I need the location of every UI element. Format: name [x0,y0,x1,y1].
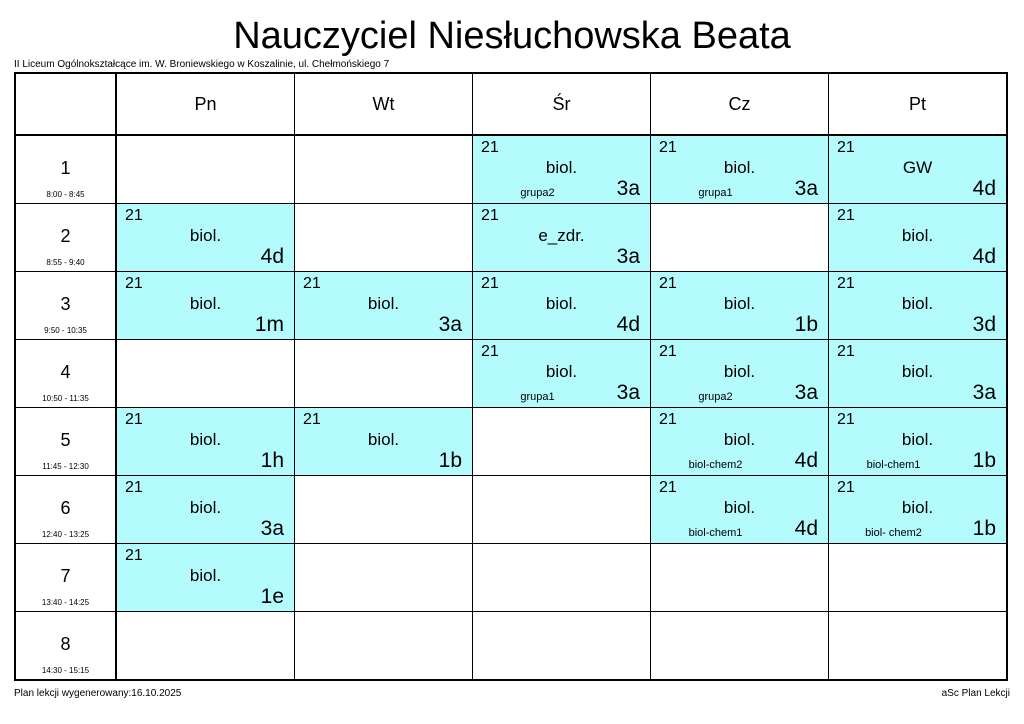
lesson-cell [829,476,1008,544]
lesson-class: 4d [616,313,640,336]
empty-cell [651,544,829,612]
lesson-subject: biol. [367,294,400,313]
lesson-room: 21 [837,275,855,292]
lesson-cell [116,408,295,476]
empty-cell [295,476,473,544]
period-row [15,476,1007,544]
period-number: 5 [60,430,71,450]
lesson-group: grupa1 [698,187,733,199]
period-time: 8:00 - 8:45 [46,190,85,199]
empty-cell [295,340,473,408]
lesson-cell [116,272,295,340]
lesson-class: 1b [972,449,996,472]
lesson-cell [295,408,473,476]
lesson-group: biol-chem1 [866,459,921,471]
lesson-room: 21 [481,275,499,292]
period-time: 8:55 - 9:40 [46,258,85,267]
lesson-room: 21 [125,275,143,292]
lesson-room: 21 [659,411,677,428]
lesson-room: 21 [125,207,143,224]
lesson-room: 21 [659,343,677,360]
lesson-class: 3a [972,381,996,404]
lesson-cell [116,544,295,612]
period-row [15,204,1007,272]
period-row [15,544,1007,612]
lesson-subject: biol. [901,226,934,245]
school-name: II Liceum Ogólnokształcące im. W. Broniewskiego w Koszalinie, ul. Chełmońskiego 7 [14,59,390,70]
lesson-class: 3a [616,177,640,200]
lesson-class: 4d [794,517,818,540]
day-header: Pt [829,73,1008,135]
period-number: 4 [60,362,71,382]
lesson-room: 21 [659,479,677,496]
period-number: 1 [60,158,71,178]
period-time: 12:40 - 13:25 [41,530,90,539]
lesson-cell [829,340,1008,408]
period-cell [15,135,116,204]
lesson-subject: biol. [189,566,222,585]
lesson-class: 1b [438,449,462,472]
lesson-cell [651,476,829,544]
lesson-room: 21 [659,275,677,292]
day-header: Wt [295,73,473,135]
timetable [14,72,1008,681]
empty-cell [295,612,473,681]
lesson-cell [651,408,829,476]
empty-cell [116,135,295,204]
lesson-subject: GW [902,158,933,177]
empty-cell [295,204,473,272]
lesson-group: biol-chem1 [688,527,743,539]
period-cell [15,544,116,612]
lesson-subject: e_zdr. [538,226,585,245]
lesson-cell [473,204,651,272]
day-header: Cz [651,73,829,135]
lesson-group: biol-chem2 [688,459,743,471]
period-number: 7 [60,566,71,586]
software-name: aSc Plan Lekcji [941,688,1010,699]
lesson-class: 3a [794,381,818,404]
lesson-subject: biol. [723,158,756,177]
lesson-class: 1e [260,585,284,608]
period-row [15,135,1007,204]
period-cell [15,612,116,681]
period-number: 3 [60,294,71,314]
lesson-subject: biol. [901,362,934,381]
lesson-room: 21 [303,411,321,428]
empty-cell [473,408,651,476]
period-time: 11:45 - 12:30 [42,462,89,471]
period-row [15,408,1007,476]
page-title: Nauczyciel Niesłuchowska Beata [233,15,791,57]
corner-cell [15,73,116,135]
lesson-subject: biol. [901,294,934,313]
empty-cell [829,612,1008,681]
lesson-cell [651,272,829,340]
lesson-class: 1b [972,517,996,540]
lesson-group: grupa2 [520,187,555,199]
lesson-room: 21 [125,547,143,564]
lesson-class: 1h [260,449,284,472]
lesson-room: 21 [837,207,855,224]
empty-cell [473,612,651,681]
lesson-class: 3a [794,177,818,200]
period-number: 6 [60,498,71,518]
lesson-room: 21 [481,139,499,156]
lesson-cell [473,135,651,204]
lesson-class: 3a [616,245,640,268]
empty-cell [116,340,295,408]
period-number: 2 [60,226,71,246]
lesson-subject: biol. [723,498,756,517]
period-row [15,272,1007,340]
empty-cell [651,204,829,272]
lesson-subject: biol. [545,362,578,381]
lesson-subject: biol. [189,498,222,517]
day-header: Śr [473,73,651,135]
empty-cell [651,612,829,681]
lesson-cell [473,272,651,340]
lesson-class: 1m [254,313,284,336]
lesson-cell [829,272,1008,340]
lesson-room: 21 [837,411,855,428]
lesson-room: 21 [481,207,499,224]
lesson-subject: biol. [723,294,756,313]
empty-cell [473,544,651,612]
lesson-room: 21 [837,343,855,360]
lesson-room: 21 [303,275,321,292]
period-cell [15,204,116,272]
lesson-subject: biol. [723,362,756,381]
lesson-room: 21 [125,479,143,496]
period-row [15,612,1007,681]
lesson-cell [829,204,1008,272]
lesson-class: 3a [260,517,284,540]
lesson-class: 4d [794,449,818,472]
lesson-subject: biol. [189,294,222,313]
lesson-subject: biol. [723,430,756,449]
period-cell [15,476,116,544]
empty-cell [473,476,651,544]
day-header-row [15,73,1007,135]
empty-cell [116,612,295,681]
lesson-room: 21 [125,411,143,428]
period-cell [15,340,116,408]
lesson-cell [651,135,829,204]
lesson-group: grupa1 [520,391,555,403]
lesson-room: 21 [481,343,499,360]
lesson-subject: biol. [901,430,934,449]
lesson-class: 4d [260,245,284,268]
lesson-cell [116,204,295,272]
lesson-room: 21 [659,139,677,156]
empty-cell [829,544,1008,612]
lesson-subject: biol. [367,430,400,449]
lesson-group: biol- chem2 [865,527,922,539]
lesson-room: 21 [837,479,855,496]
lesson-class: 3a [438,313,462,336]
lesson-subject: biol. [901,498,934,517]
lesson-subject: biol. [189,226,222,245]
lesson-room: 21 [837,139,855,156]
period-time: 13:40 - 14:25 [41,598,90,607]
empty-cell [295,135,473,204]
lesson-subject: biol. [545,294,578,313]
lesson-class: 4d [972,177,996,200]
lesson-cell [829,135,1008,204]
lesson-group: grupa2 [698,391,733,403]
lesson-cell [295,272,473,340]
period-time: 9:50 - 10:35 [44,326,87,335]
generated-date: Plan lekcji wygenerowany:16.10.2025 [14,688,182,699]
lesson-subject: biol. [189,430,222,449]
day-header: Pn [116,73,295,135]
period-time: 10:50 - 11:35 [42,394,89,403]
lesson-class: 1b [794,313,818,336]
lesson-cell [116,476,295,544]
lesson-cell [473,340,651,408]
period-time: 14:30 - 15:15 [41,666,90,675]
period-number: 8 [60,634,71,654]
period-cell [15,272,116,340]
lesson-class: 3d [972,313,996,336]
lesson-cell [829,408,1008,476]
lesson-class: 3a [616,381,640,404]
period-row [15,340,1007,408]
empty-cell [295,544,473,612]
lesson-class: 4d [972,245,996,268]
lesson-cell [651,340,829,408]
lesson-subject: biol. [545,158,578,177]
period-cell [15,408,116,476]
